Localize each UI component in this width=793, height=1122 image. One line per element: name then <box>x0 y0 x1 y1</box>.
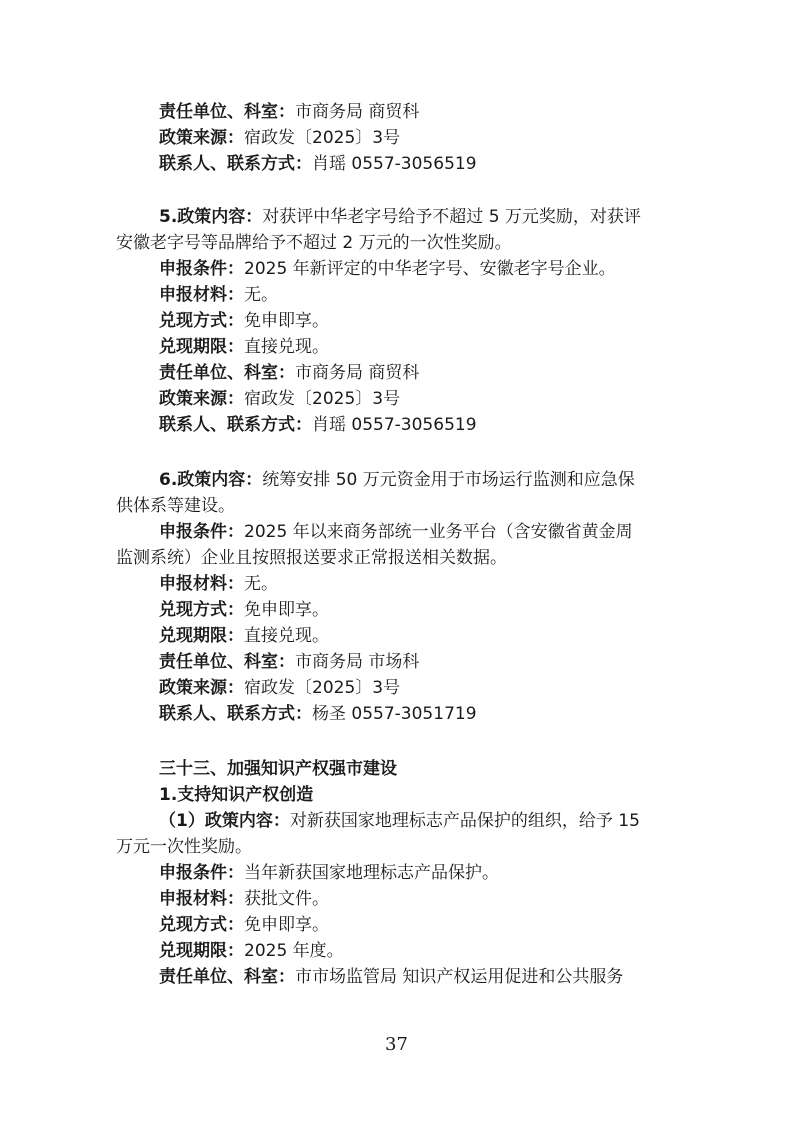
application-condition-line <box>159 860 499 886</box>
page-number: 37 <box>385 1034 408 1055</box>
field-value: 2025 年度。 <box>244 941 344 961</box>
field-label: 联系人、联系方式： <box>159 704 312 724</box>
responsible-unit-line <box>159 99 419 125</box>
application-materials-line <box>159 282 278 308</box>
field-value: 2025 年以来商务部统一业务平台（含安徽省黄金周 <box>244 522 633 542</box>
policy-content-continuation: 供体系等建设。 <box>116 496 235 516</box>
field-label: 6.政策内容： <box>159 470 263 490</box>
redemption-deadline-line <box>159 938 344 964</box>
field-label: 兑现方式： <box>159 311 244 331</box>
policy-content-continuation: 万元一次性奖励。 <box>116 837 252 857</box>
redemption-method-line <box>159 912 329 938</box>
field-value: 市商务局 商贸科 <box>295 102 420 122</box>
section-heading: 三十三、加强知识产权强市建设 <box>159 759 397 779</box>
field-label: 责任单位、科室： <box>159 363 295 383</box>
field-value: 当年新获国家地理标志产品保护。 <box>244 863 499 883</box>
field-label: 兑现期限： <box>159 337 244 357</box>
field-value: 统筹安排 50 万元资金用于市场运行监测和应急保 <box>262 470 635 490</box>
application-condition-continuation: 监测系统）企业且按照报送要求正常报送相关数据。 <box>116 548 507 568</box>
field-label: 兑现期限： <box>159 626 244 646</box>
field-label: 兑现方式： <box>159 915 244 935</box>
application-materials-line <box>159 886 329 912</box>
field-label: 责任单位、科室： <box>159 967 295 987</box>
field-value: 直接兑现。 <box>244 337 329 357</box>
field-value: 直接兑现。 <box>244 626 329 646</box>
field-label: 兑现期限： <box>159 941 244 961</box>
application-condition-line <box>159 519 633 545</box>
redemption-method-line <box>159 308 329 334</box>
contact-line <box>159 701 477 727</box>
field-value: 无。 <box>244 285 278 305</box>
field-label: 政策来源： <box>159 128 244 148</box>
field-label: 申报材料： <box>159 574 244 594</box>
field-value: 免申即享。 <box>244 600 329 620</box>
application-materials-line <box>159 571 278 597</box>
field-label: 联系人、联系方式： <box>159 415 312 435</box>
field-value: 2025 年新评定的中华老字号、安徽老字号企业。 <box>244 259 616 279</box>
field-value: 宿政发〔2025〕3号 <box>244 678 401 698</box>
field-label: 联系人、联系方式： <box>159 154 312 174</box>
field-label: 责任单位、科室： <box>159 102 295 122</box>
policy-source-line <box>159 125 400 151</box>
field-value: 宿政发〔2025〕3号 <box>244 389 401 409</box>
field-value: 市商务局 商贸科 <box>295 363 420 383</box>
field-value: 市商务局 市场科 <box>295 652 420 672</box>
redemption-deadline-line <box>159 334 329 360</box>
field-label: 政策来源： <box>159 678 244 698</box>
field-label: 申报材料： <box>159 889 244 909</box>
policy-content-line <box>159 204 641 230</box>
responsible-unit-line <box>159 360 419 386</box>
field-value: 肖瑶 0557-3056519 <box>312 415 477 435</box>
field-label: 申报条件： <box>159 522 244 542</box>
field-label: 兑现方式： <box>159 600 244 620</box>
policy-content-line <box>159 808 640 834</box>
field-label: 申报材料： <box>159 285 244 305</box>
field-label: 5.政策内容： <box>159 207 263 227</box>
policy-content-continuation: 安徽老字号等品牌给予不超过 2 万元的一次性奖励。 <box>116 233 512 253</box>
contact-line <box>159 151 477 177</box>
field-value: 无。 <box>244 574 278 594</box>
field-value: 杨圣 0557-3051719 <box>312 704 477 724</box>
redemption-method-line <box>159 597 329 623</box>
policy-content-line <box>159 467 635 493</box>
field-value: 免申即享。 <box>244 915 329 935</box>
policy-source-line <box>159 386 400 412</box>
redemption-deadline-line <box>159 623 329 649</box>
field-label: 政策来源： <box>159 389 244 409</box>
field-value: 市市场监管局 知识产权运用促进和公共服务 <box>295 967 624 987</box>
field-value: 免申即享。 <box>244 311 329 331</box>
responsible-unit-line <box>159 964 623 990</box>
policy-source-line <box>159 675 400 701</box>
field-label: 责任单位、科室： <box>159 652 295 672</box>
responsible-unit-line <box>159 649 419 675</box>
field-label: 申报条件： <box>159 259 244 279</box>
field-value: 对新获国家地理标志产品保护的组织，给予 15 <box>289 811 640 831</box>
field-value: 宿政发〔2025〕3号 <box>244 128 401 148</box>
contact-line <box>159 412 477 438</box>
field-value: 肖瑶 0557-3056519 <box>312 154 477 174</box>
field-value: 获批文件。 <box>244 889 329 909</box>
subsection-heading: 1.支持知识产权创造 <box>159 785 314 805</box>
application-condition-line <box>159 256 616 282</box>
field-label: （1）政策内容： <box>159 811 290 831</box>
field-value: 对获评中华老字号给予不超过 5 万元奖励，对获评 <box>262 207 641 227</box>
field-label: 申报条件： <box>159 863 244 883</box>
